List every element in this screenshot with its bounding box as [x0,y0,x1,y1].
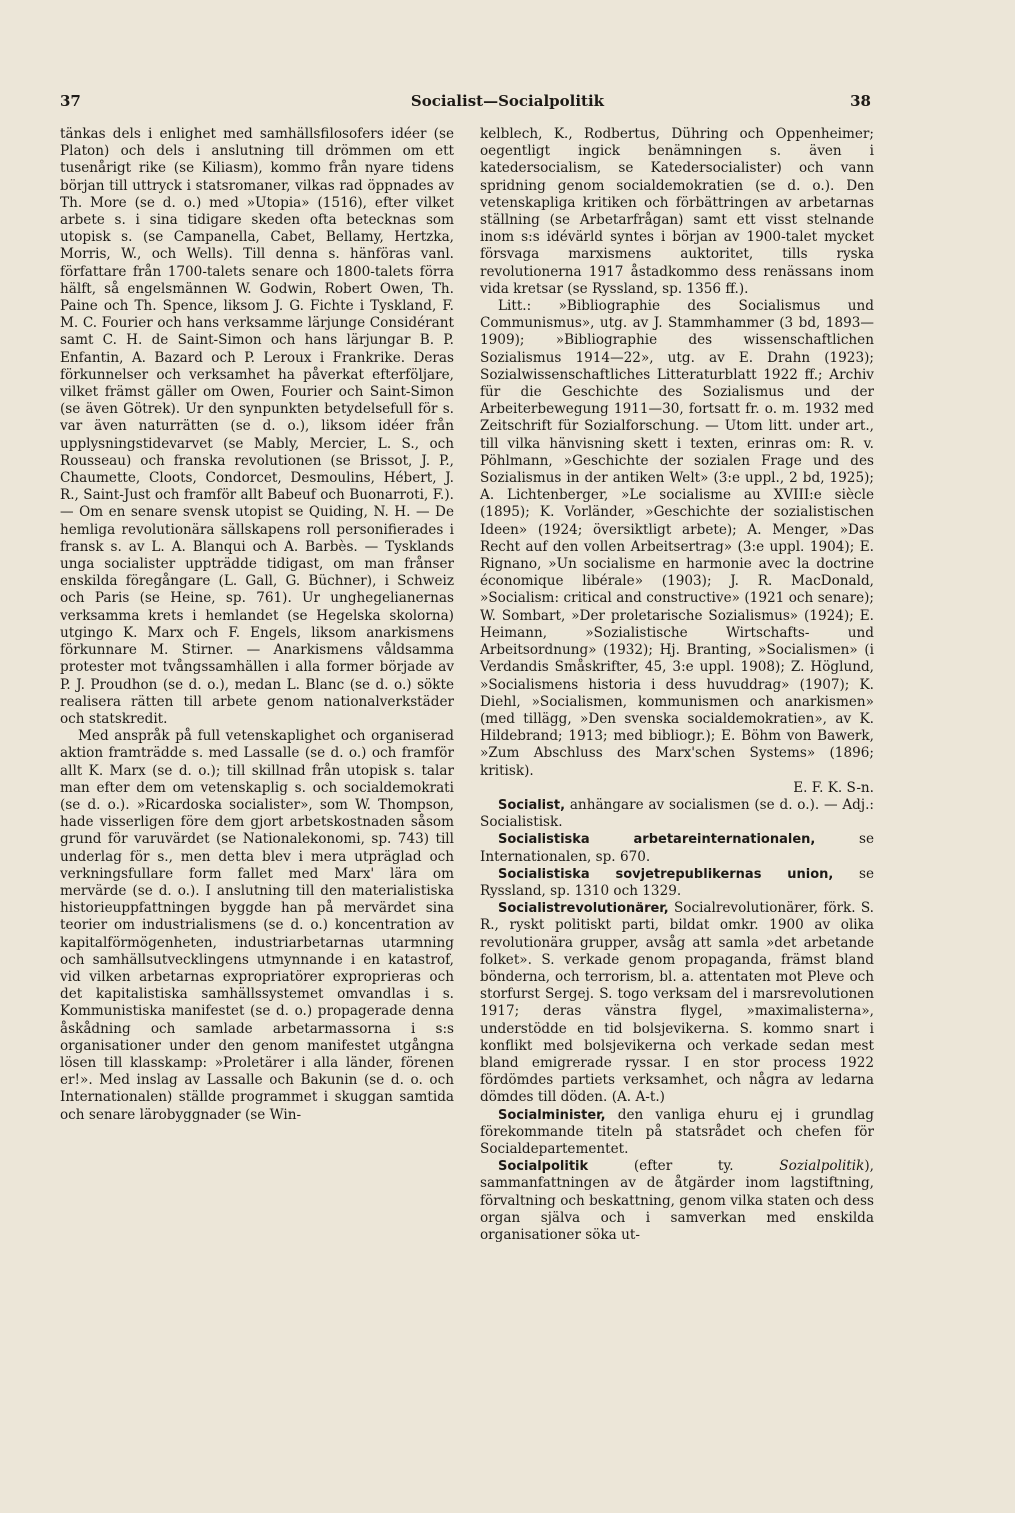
left-paragraph-1: tänkas dels i enlighet med samhällsfilosofers idéer (se Platon) och dels i anslutning till drömmen om ett tusenårigt rike (se Kiliasm), kommo från nyare tidens början till uttryck i statsromaner, vilkas rad öppnades av Th. More (se d. o.) med »Utopia» (1516), efter vilket arbete s. i sina tidigare skeden ofta betecknas som utopisk s. (se Campanella, Cabet, Bellamy, Hertzka, Morris, W., och Wells). Till denna s. hänföras vanl. författare från 1700-talets senare och 1800-talets förra hälft, så engelsmännen W. Godwin, Robert Owen, Th. Paine och Th. Spence, liksom J. G. Fichte i Tyskland, F. M. C. Fourier och hans verksamme lärjunge Considérant samt C. H. de Saint-Simon och hans lärjungar B. P. Enfantin, A. Bazard och P. Leroux i Frankrike. Deras förkunnelser och verksamhet ha påverkat efterföljare, vilket främst gäller om Owen, Fourier och Saint-Simon (se även Götrek). Ur den synpunkten betydelsefull för s. var även naturrätten (se d. o.), liksom idéer från upplysningstidevarvet (se Mably, Mercier, L. S., och Rousseau) och franska revolutionen (se Brissot, J. P., Chaumette, Cloots, Condorcet, Desmoulins, Hébert, J. R., Saint-Just och framför allt Babeuf och Buonarroti, F.). — Om en senare svensk utopist se Quiding, N. H. — De hemliga revolutionära sällskapens roll personifierades i fransk s. av L. A. Blanqui och A. Barbès. — Tysklands unga socialister uppträdde tidigast, om man frånser enskilda föregångare (L. Gall, G. Büchner), i Schweiz och Paris (se Heine, sp. 761). Ur unghegelianernas verksamma krets i hemlandet (se Hegelska skolorna) utgingo K. Marx och F. Engels, liksom anarkismens förkunnare M. Stirner. — Anarkismens våldsamma protester mot tvångssamhällen i alla former började av P. J. Proudhon (se d. o.), medan L. Blanc (se d. o.) sökte realisera rätten till arbete genom nationalverkstäder och statskredit. [60,126,454,727]
literature-paragraph: Litt.: »Bibliographie des Socialismus und Communismus», utg. av J. Stammhammer (3 bd, 1893—1909); »Bibliographie des wissenschaftlichen Sozialismus 1914—22», utg. av E. Drahn (1923); Sozialwissenschaftliches Litteraturblatt 1922 ff.; Archiv für die Geschichte des Sozialismus und der Arbeiterbewegung 1911—30, fortsatt fr. o. m. 1932 med Zeitschrift für Sozialforschung. — Utom litt. under art., till vilka hänvisning skett i texten, erinras om: R. v. Pöhlmann, »Geschichte der sozialen Frage und des Sozialismus in der antiken Welt» (3:e uppl., 2 bd, 1925); A. Lichtenberger, »Le socialisme au XVIII:e siècle (1895); K. Vorländer, »Geschichte der sozialistischen Ideen» (1924; översiktligt arbete); A. Menger, »Das Recht auf den vollen Arbeitsertrag» (3:e uppl. 1904); E. Rignano, »Un socialisme en harmonie avec la doctrine économique libérale» (1903); J. R. MacDonald, »Socialism: critical and constructive» (1921 och senare); W. Sombart, »Der proletarische Sozialismus» (1924); E. Heimann, »Sozialistische Wirtschafts- und Arbeitsordnung» (1932); Hj. Branting, »Socialismen» (i Verdandis Småskrifter, 45, 3:e uppl. 1908); Z. Höglund, »Socialismens historia i dess huvuddrag» (1907); K. Diehl, »Socialismen, kommunismen och anarkismen» (med tillägg, »Den svenska socialdemokratien», av K. Hildebrand; 1913; med bibliogr.); E. Böhm von Bawerk, »Zum Abschluss des Marx'schen Systems» (1896; kritisk). [480,298,874,779]
entry-body-italic: Sozialpolitik [779,1158,865,1175]
entry-headword: Socialminister, [498,1107,606,1123]
entry-socialpolitik [480,1158,874,1244]
entry-arbetareinternationalen [480,831,874,865]
left-paragraph-2: Med anspråk på full vetenskaplighet och organiserad aktion framträdde s. med Lassalle (se d. o.) och framför allt K. Marx (se d. o.); till skillnad från utopisk s. talar man efter dem om vetenskaplig s. och socialdemokrati (se d. o.). »Ricardoska socialister», som W. Thompson, hade visserligen före dem gjort arbetskostnaden såsom grund för varuvärdet (se Nationalekonomi, sp. 743) till underlag för s., men detta blev i mera utpräglad och verkningsfullare form fallet med Marx' lära om mervärde (se d. o.). I anslutning till den materialistiska historieuppfattningen byggde han på mervärdet sina teorier om industrialismens (se d. o.) koncentration av kapitalförmögenheten, industriarbetarnas utarmning och samhällsutvecklingens utmynnande i en katastrof, vid vilken arbetarnas expropriatörer exproprieras och det kapitalistiska samhällssystemet omvandlas i s. Kommunistiska manifestet (se d. o.) propagerade denna åskådning och samlade arbetarmassorna i s:s organisationer under den genom manifestet utgångna lösen till klasskamp: »Proletärer i alla länder, förenen er!». Med inslag av Lassalle och Bakunin (se d. o. och Internationalen) ställde programmet i skuggan samtida och senare lärobyggnader (se Win- [60,728,454,1123]
entry-body-b: ), sammanfattningen av de åtgärder inom lagstiftning, förvaltning och beskattning, genom vilka staten och dess organ själva och i samverkan med enskilda organisationer söka ut- [480,1158,874,1243]
entry-body: se Ryssland, sp. 1310 och 1329. [480,865,874,899]
entry-sovjetrepublikernas-union [480,866,874,900]
entry-headword: Socialpolitik [498,1159,589,1175]
entry-body: den vanliga ehuru ej i grundlag förekommande titeln på statsrådet och chefen för Socialdepartementet. [480,1106,874,1157]
entry-headword: Socialistiska arbetareinternationalen, [498,832,816,848]
entry-body-a: (efter ty. [633,1158,734,1175]
entry-body: anhängare av socialismen (se d. o.). — Adj.: Socialistisk. [480,796,874,831]
right-paragraph-1: kelblech, K., Rodbertus, Dühring och Oppenheimer; oegentligt ingick benämningen s. även i katedersocialism, se Katedersocialister) och vann spridning genom socialdemokratien (se d. o.). Den vetenskapliga kritiken och förbättringen av arbetarnas ställning (se Arbetarfrågan) samt ett visst stelnande inom s:s idévärld syntes i början av 1900-talet mycket försvaga marxismens auktoritet, tills ryska revolutionerna 1917 åstadkommo dess renässans inom vida kretsar (se Ryssland, sp. 1356 ff.). [480,126,874,297]
right-column [480,126,874,1244]
entry-headword: Socialist, [498,797,566,813]
entry-body: Socialrevolutionärer, förk. S. R., ryskt politiskt parti, bildat omkr. 1900 av olika revolutionära grupper, avsåg att samla »det arbetande folket». S. verkade genom propaganda, främst bland bönderna, och terrorism, bl. a. attentaten mot Pleve och storfurst Sergej. S. togo verksam del i marsrevolutionen 1917; deras vänstra flygel, »maximalisterna», understödde en tid bolsjevikerna. S. kommo snart i konflikt med bolsjevikerna och verkade sedan mest bland emigrerade ryssar. I en stor process 1922 fördömdes partiets verksamhet, och några av ledarna dömdes till döden. [480,900,874,1106]
page-number-right: 38 [850,92,871,110]
entry-socialminister [480,1107,874,1159]
entry-socialistrevolutionarer [480,900,874,1106]
author-signature-1: E. F. K. S-n. [793,779,874,796]
page-header [0,92,1015,118]
author-signature-2: (A. A-t.) [611,1089,665,1106]
entry-body: se Internationalen, sp. 670. [480,831,875,865]
left-column [60,126,454,1124]
entry-socialist [480,797,874,831]
entry-headword: Socialistrevolutionärer, [498,901,669,917]
entry-headword: Socialistiska sovjetrepublikernas union, [498,866,834,882]
running-head: Socialist—Socialpolitik [410,92,605,110]
page-number-left: 37 [60,92,81,110]
